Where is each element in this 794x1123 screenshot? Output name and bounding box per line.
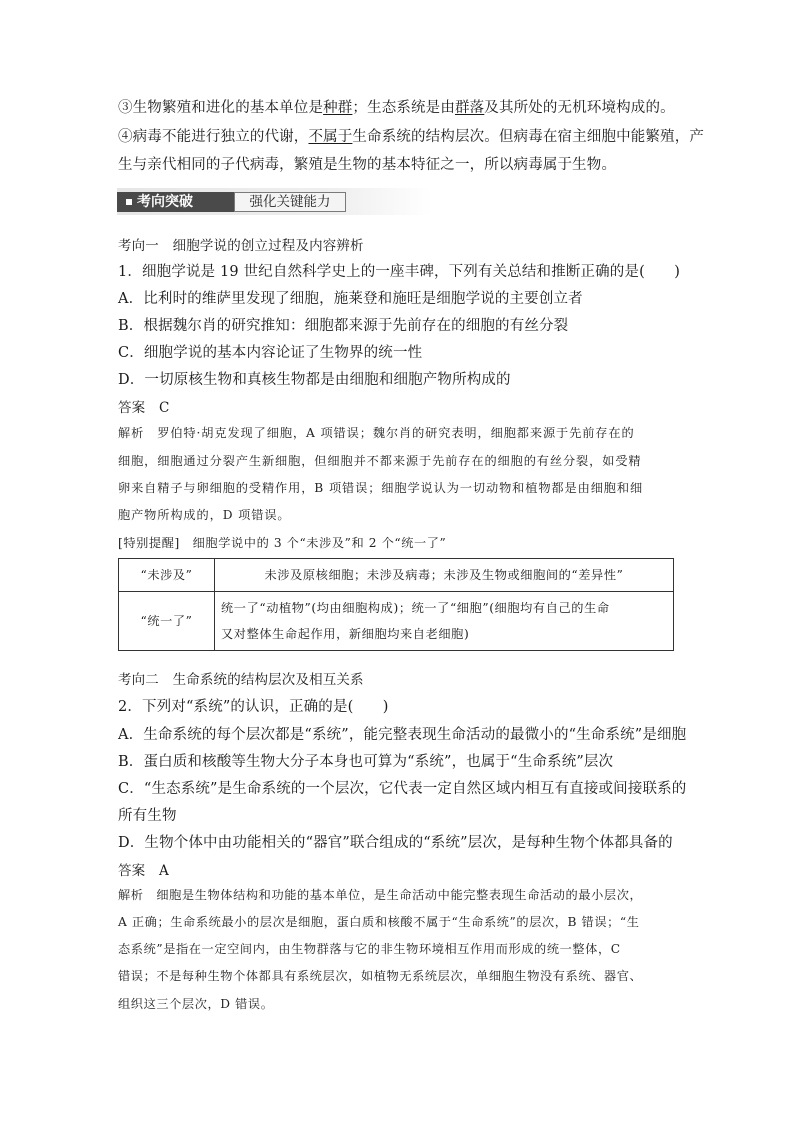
underlined-term: 不属于 xyxy=(308,129,353,145)
q1-explanation-line: 解析 罗伯特·胡克发现了细胞，A 项错误；魏尔肖的研究表明，细胞都来源于先前存在的 xyxy=(118,426,635,440)
intro-line-1 xyxy=(118,96,675,117)
tip-table xyxy=(118,558,674,651)
text-segment: ③生物繁殖和进化的基本单位是 xyxy=(118,100,324,116)
section-banner xyxy=(117,188,432,215)
section1-heading: 考向一 细胞学说的创立过程及内容辨析 xyxy=(118,238,364,254)
text-segment: ；生态系统是由 xyxy=(352,100,455,116)
q2-explanation-line: 组织这三个层次，D 错误。 xyxy=(118,997,274,1011)
question-2: 2．下列对“系统”的认识，正确的是( ) xyxy=(118,699,389,715)
q1-option-a: A．比利时的维萨里发现了细胞，施莱登和施旺是细胞学说的主要创立者 xyxy=(118,291,583,307)
square-icon xyxy=(126,199,132,205)
table-body-cell xyxy=(215,559,674,592)
question-1: 1．细胞学说是 19 世纪自然科学史上的一座丰碑，下列有关总结和推断正确的是( ) xyxy=(118,264,681,280)
q1-option-b: B．根据魏尔肖的研究推知：细胞都来源于先前存在的细胞的有丝分裂 xyxy=(118,318,569,334)
q1-option-c: C．细胞学说的基本内容论证了生物界的统一性 xyxy=(118,345,423,361)
table-row xyxy=(119,592,674,651)
banner-light-label: 强化关键能力 xyxy=(234,192,346,212)
banner-dark-label xyxy=(117,192,234,212)
tip-title: [特别提醒] 细胞学说中的 3 个“未涉及”和 2 个“统一了” xyxy=(118,536,447,550)
q2-option-a: A．生命系统的每个层次都是“系统”，能完整表现生命活动的最微小的“生命系统”是细胞 xyxy=(118,727,687,743)
cell-text: 未涉及原核细胞；未涉及病毒；未涉及生物或细胞间的“差异性” xyxy=(264,568,624,582)
text-segment: 生命系统的结构层次。但病毒在宿主细胞中能繁殖，产 xyxy=(352,129,705,145)
underlined-term: 群落 xyxy=(454,100,485,116)
underlined-term: 种群 xyxy=(323,100,353,116)
table-head-cell: “未涉及” xyxy=(119,559,215,592)
q2-explanation-line: 错误；不是每种生物个体都具有系统层次，如植物无系统层次，单细胞生物没有系统、器官、 xyxy=(118,969,643,983)
q2-option-c: C．“生态系统”是生命系统的一个层次，它代表一定自然区域内相互有直接或间接联系的 xyxy=(118,781,687,797)
text-segment: ④病毒不能进行独立的代谢， xyxy=(118,129,309,145)
q2-answer: 答案 A xyxy=(118,863,169,879)
q1-explanation-line: 胞产物所构成的，D 项错误。 xyxy=(118,508,291,522)
cell-text: 统一了“动植物”(均由细胞构成)；统一了“细胞”(细胞均有自己的生命 xyxy=(221,601,610,615)
table-head-cell: “统一了” xyxy=(119,592,215,651)
q1-explanation-line: 卵来自精子与卵细胞的受精作用，B 项错误；细胞学说认为一切动物和植物都是由细胞和细 xyxy=(118,481,644,495)
q2-option-c-cont: 所有生物 xyxy=(118,808,177,824)
q2-explanation-line: 解析 细胞是生物体结构和功能的基本单位，是生命活动中能完整表现生命活动的最小层次， xyxy=(118,888,643,902)
section2-heading: 考向二 生命系统的结构层次及相互关系 xyxy=(118,672,364,688)
q1-explanation-line: 细胞，细胞通过分裂产生新细胞，但细胞并不都来源于先前存在的细胞的有丝分裂，如受精 xyxy=(118,454,642,468)
text-segment: 及其所处的无机环境构成的。 xyxy=(484,100,675,116)
table-body-cell xyxy=(215,592,674,651)
q1-option-d: D．一切原核生物和真核生物都是由细胞和细胞产物所构成的 xyxy=(118,372,511,388)
cell-text: 又对整体生命起作用，新细胞均来自老细胞) xyxy=(221,627,470,641)
table-row xyxy=(119,559,674,592)
banner-dark-text: 考向突破 xyxy=(137,194,193,210)
q2-option-b: B．蛋白质和核酸等生物大分子本身也可算为“系统”，也属于“生命系统”层次 xyxy=(118,754,614,770)
q1-answer: 答案 C xyxy=(118,400,170,416)
q2-explanation-line: 态系统”是指在一定空间内，由生物群落与它的非生物环境相互作用而形成的统一整体，C xyxy=(118,942,621,956)
intro-line-2 xyxy=(118,125,704,146)
q2-option-d: D．生物个体中由功能相关的“器官”联合组成的“系统”层次，是每种生物个体都具备的 xyxy=(118,835,673,851)
intro-line-3: 生与亲代相同的子代病毒，繁殖是生物的基本特征之一，所以病毒属于生物。 xyxy=(118,157,617,173)
q2-explanation-line: A 正确；生命系统最小的层次是细胞，蛋白质和核酸不属于“生命系统”的层次，B 错误；“生 xyxy=(118,915,640,929)
